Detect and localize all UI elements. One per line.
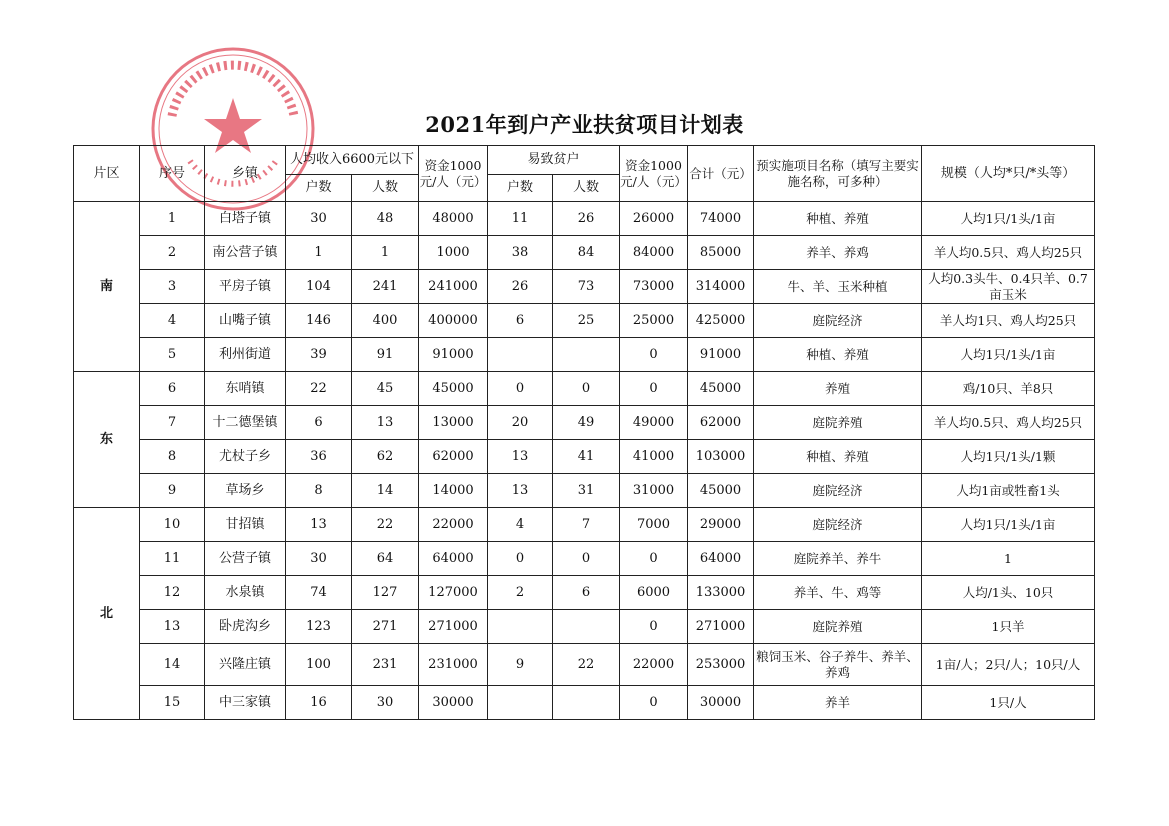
row-fund-1: 1000 — [419, 236, 488, 270]
region-label: 东 — [74, 372, 140, 508]
row-no: 14 — [140, 644, 205, 686]
row-persons-2: 31 — [553, 474, 620, 508]
row-households-2: 13 — [488, 440, 553, 474]
row-total: 74000 — [688, 202, 754, 236]
row-no: 9 — [140, 474, 205, 508]
table-row — [74, 202, 1095, 236]
row-persons: 13 — [352, 406, 419, 440]
row-households-2: 6 — [488, 304, 553, 338]
row-town: 南公营子镇 — [205, 236, 286, 270]
row-households: 30 — [286, 542, 352, 576]
row-households: 39 — [286, 338, 352, 372]
table-row — [74, 542, 1095, 576]
header-households-2: 户数 — [488, 175, 553, 202]
row-fund-1: 91000 — [419, 338, 488, 372]
row-households-2: 0 — [488, 542, 553, 576]
row-persons: 271 — [352, 610, 419, 644]
row-households-2 — [488, 338, 553, 372]
header-region: 片区 — [74, 146, 140, 202]
row-households-2: 11 — [488, 202, 553, 236]
row-project: 养羊、养鸡 — [754, 236, 922, 270]
row-households: 123 — [286, 610, 352, 644]
row-households-2: 20 — [488, 406, 553, 440]
row-project: 庭院养羊、养牛 — [754, 542, 922, 576]
row-fund-2: 84000 — [620, 236, 688, 270]
row-project: 庭院经济 — [754, 508, 922, 542]
row-persons: 22 — [352, 508, 419, 542]
header-persons-2: 人数 — [553, 175, 620, 202]
row-persons: 91 — [352, 338, 419, 372]
row-scale: 1 — [922, 542, 1095, 576]
row-fund-1: 48000 — [419, 202, 488, 236]
row-fund-2: 0 — [620, 372, 688, 406]
row-total: 85000 — [688, 236, 754, 270]
row-total: 62000 — [688, 406, 754, 440]
row-fund-1: 271000 — [419, 610, 488, 644]
row-households: 36 — [286, 440, 352, 474]
row-fund-1: 231000 — [419, 644, 488, 686]
row-persons-2: 22 — [553, 644, 620, 686]
row-town: 十二德堡镇 — [205, 406, 286, 440]
row-total: 45000 — [688, 372, 754, 406]
row-persons-2: 49 — [553, 406, 620, 440]
row-fund-2: 49000 — [620, 406, 688, 440]
row-households-2 — [488, 686, 553, 720]
row-persons: 1 — [352, 236, 419, 270]
row-no: 12 — [140, 576, 205, 610]
table-row — [74, 338, 1095, 372]
row-persons: 400 — [352, 304, 419, 338]
row-scale: 人均1只/1头/1亩 — [922, 338, 1095, 372]
row-scale: 人均1只/1头/1颗 — [922, 440, 1095, 474]
row-scale: 1亩/人；2只/人；10只/人 — [922, 644, 1095, 686]
row-scale: 羊人均1只、鸡人均25只 — [922, 304, 1095, 338]
row-total: 253000 — [688, 644, 754, 686]
row-households: 6 — [286, 406, 352, 440]
row-households: 146 — [286, 304, 352, 338]
row-persons-2: 41 — [553, 440, 620, 474]
row-households: 16 — [286, 686, 352, 720]
row-no: 6 — [140, 372, 205, 406]
row-persons-2: 84 — [553, 236, 620, 270]
row-households-2: 26 — [488, 270, 553, 304]
row-town: 卧虎沟乡 — [205, 610, 286, 644]
row-project: 养羊、牛、鸡等 — [754, 576, 922, 610]
row-scale: 人均1只/1头/1亩 — [922, 508, 1095, 542]
row-households: 8 — [286, 474, 352, 508]
row-persons-2 — [553, 610, 620, 644]
row-total: 91000 — [688, 338, 754, 372]
row-fund-2: 7000 — [620, 508, 688, 542]
row-scale: 人均1只/1头/1亩 — [922, 202, 1095, 236]
row-no: 1 — [140, 202, 205, 236]
row-scale: 1只/人 — [922, 686, 1095, 720]
row-fund-2: 26000 — [620, 202, 688, 236]
row-fund-1: 400000 — [419, 304, 488, 338]
row-fund-2: 31000 — [620, 474, 688, 508]
row-fund-2: 0 — [620, 686, 688, 720]
row-total: 30000 — [688, 686, 754, 720]
row-scale: 人均1亩或牲畜1头 — [922, 474, 1095, 508]
row-project: 庭院经济 — [754, 474, 922, 508]
row-project: 庭院养殖 — [754, 406, 922, 440]
row-project: 牛、羊、玉米种植 — [754, 270, 922, 304]
table-row — [74, 372, 1095, 406]
row-persons-2: 6 — [553, 576, 620, 610]
header-total: 合计（元） — [688, 146, 754, 202]
row-project: 粮饲玉米、谷子养牛、养羊、养鸡 — [754, 644, 922, 686]
row-no: 8 — [140, 440, 205, 474]
row-no: 13 — [140, 610, 205, 644]
row-no: 10 — [140, 508, 205, 542]
table-row — [74, 610, 1095, 644]
row-fund-2: 0 — [620, 542, 688, 576]
row-households: 22 — [286, 372, 352, 406]
row-fund-1: 30000 — [419, 686, 488, 720]
row-households-2: 9 — [488, 644, 553, 686]
row-town: 兴隆庄镇 — [205, 644, 286, 686]
row-fund-1: 13000 — [419, 406, 488, 440]
row-no: 11 — [140, 542, 205, 576]
row-fund-1: 241000 — [419, 270, 488, 304]
row-households-2: 13 — [488, 474, 553, 508]
row-no: 5 — [140, 338, 205, 372]
row-total: 271000 — [688, 610, 754, 644]
row-project: 庭院经济 — [754, 304, 922, 338]
plan-table — [73, 145, 1095, 720]
row-no: 7 — [140, 406, 205, 440]
table-row — [74, 576, 1095, 610]
row-scale: 人均/1头、10只 — [922, 576, 1095, 610]
row-households-2 — [488, 610, 553, 644]
row-total: 64000 — [688, 542, 754, 576]
row-scale: 鸡/10只、羊8只 — [922, 372, 1095, 406]
row-persons: 231 — [352, 644, 419, 686]
row-scale: 1只羊 — [922, 610, 1095, 644]
row-households-2: 4 — [488, 508, 553, 542]
header-project: 预实施项目名称（填写主要实施名称，可多种） — [754, 146, 922, 202]
row-persons: 64 — [352, 542, 419, 576]
row-town: 水泉镇 — [205, 576, 286, 610]
row-households: 30 — [286, 202, 352, 236]
row-town: 草场乡 — [205, 474, 286, 508]
table-row — [74, 686, 1095, 720]
row-fund-1: 62000 — [419, 440, 488, 474]
row-persons-2: 73 — [553, 270, 620, 304]
header-town: 乡镇 — [205, 146, 286, 202]
row-persons: 62 — [352, 440, 419, 474]
row-town: 利州街道 — [205, 338, 286, 372]
header-households: 户数 — [286, 175, 352, 202]
row-persons-2: 0 — [553, 372, 620, 406]
row-project: 种植、养殖 — [754, 202, 922, 236]
row-project: 种植、养殖 — [754, 338, 922, 372]
row-town: 尤杖子乡 — [205, 440, 286, 474]
row-town: 甘招镇 — [205, 508, 286, 542]
table-row — [74, 644, 1095, 686]
row-no: 3 — [140, 270, 205, 304]
header-fund-2: 资金1000元/人（元） — [620, 146, 688, 202]
page-title: 2021年到户产业扶贫项目计划表 — [425, 112, 744, 137]
row-scale: 人均0.3头牛、0.4只羊、0.7亩玉米 — [922, 270, 1095, 304]
row-town: 山嘴子镇 — [205, 304, 286, 338]
table-row — [74, 406, 1095, 440]
row-no: 4 — [140, 304, 205, 338]
row-persons: 241 — [352, 270, 419, 304]
row-households-2: 0 — [488, 372, 553, 406]
row-households: 74 — [286, 576, 352, 610]
row-fund-1: 22000 — [419, 508, 488, 542]
row-persons-2 — [553, 686, 620, 720]
row-total: 29000 — [688, 508, 754, 542]
row-fund-2: 73000 — [620, 270, 688, 304]
header-scale: 规模（人均*只/*头等） — [922, 146, 1095, 202]
row-fund-2: 0 — [620, 610, 688, 644]
row-persons-2: 26 — [553, 202, 620, 236]
row-total: 425000 — [688, 304, 754, 338]
row-persons: 45 — [352, 372, 419, 406]
row-households: 1 — [286, 236, 352, 270]
row-project: 养殖 — [754, 372, 922, 406]
header-fund-1: 资金1000元/人（元） — [419, 146, 488, 202]
row-households-2: 2 — [488, 576, 553, 610]
row-fund-2: 25000 — [620, 304, 688, 338]
header-poor: 易致贫户 — [488, 146, 620, 175]
row-town: 公营子镇 — [205, 542, 286, 576]
row-town: 东哨镇 — [205, 372, 286, 406]
row-fund-1: 64000 — [419, 542, 488, 576]
table-row — [74, 304, 1095, 338]
row-project: 养羊 — [754, 686, 922, 720]
row-persons: 14 — [352, 474, 419, 508]
row-fund-1: 45000 — [419, 372, 488, 406]
row-no: 2 — [140, 236, 205, 270]
row-total: 45000 — [688, 474, 754, 508]
row-persons: 127 — [352, 576, 419, 610]
row-total: 103000 — [688, 440, 754, 474]
header-low-income: 人均收入6600元以下 — [286, 146, 419, 175]
row-persons-2: 0 — [553, 542, 620, 576]
region-label: 北 — [74, 508, 140, 720]
row-fund-1: 127000 — [419, 576, 488, 610]
row-households-2: 38 — [488, 236, 553, 270]
row-no: 15 — [140, 686, 205, 720]
row-fund-2: 0 — [620, 338, 688, 372]
row-households: 100 — [286, 644, 352, 686]
row-project: 种植、养殖 — [754, 440, 922, 474]
row-fund-2: 41000 — [620, 440, 688, 474]
row-scale: 羊人均0.5只、鸡人均25只 — [922, 236, 1095, 270]
row-town: 中三家镇 — [205, 686, 286, 720]
row-households: 104 — [286, 270, 352, 304]
row-fund-2: 6000 — [620, 576, 688, 610]
row-fund-2: 22000 — [620, 644, 688, 686]
row-persons-2: 25 — [553, 304, 620, 338]
row-persons-2: 7 — [553, 508, 620, 542]
row-town: 白塔子镇 — [205, 202, 286, 236]
row-fund-1: 14000 — [419, 474, 488, 508]
table-row — [74, 474, 1095, 508]
header-persons: 人数 — [352, 175, 419, 202]
row-persons-2 — [553, 338, 620, 372]
table-row — [74, 270, 1095, 304]
row-households: 13 — [286, 508, 352, 542]
table-row — [74, 508, 1095, 542]
row-persons: 30 — [352, 686, 419, 720]
region-label: 南 — [74, 202, 140, 372]
table-row — [74, 236, 1095, 270]
row-persons: 48 — [352, 202, 419, 236]
row-project: 庭院养殖 — [754, 610, 922, 644]
row-scale: 羊人均0.5只、鸡人均25只 — [922, 406, 1095, 440]
row-town: 平房子镇 — [205, 270, 286, 304]
row-total: 133000 — [688, 576, 754, 610]
table-row — [74, 440, 1095, 474]
row-total: 314000 — [688, 270, 754, 304]
header-no: 序号 — [140, 146, 205, 202]
